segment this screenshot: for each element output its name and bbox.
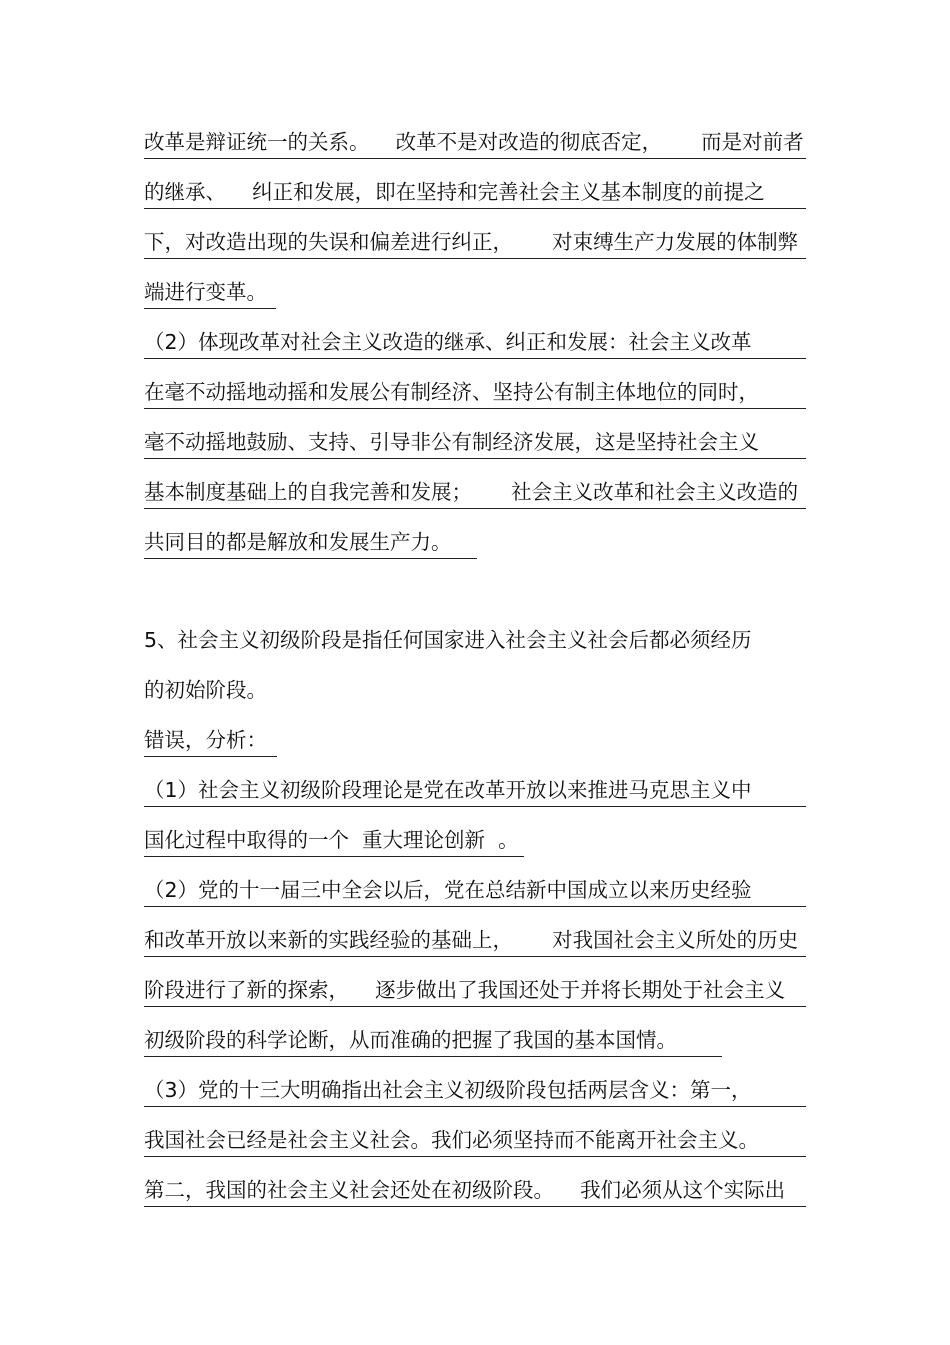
text-line-4: 端进行变革。 (144, 276, 276, 309)
text-line-9: 共同目的都是解放和发展生产力。 (144, 526, 477, 559)
text-line-14: 国化过程中取得的一个 重大理论创新 。 (144, 824, 524, 857)
text-line-17: 阶段进行了新的探索， 逐步做出了我国还处于并将长期处于社会主义 (144, 974, 806, 1007)
text-line-7: 毫不动摇地鼓励、支持、引导非公有制经济发展，这是坚持社会主义 (144, 426, 806, 459)
text-line-15: （2）党的十一届三中全会以后，党在总结新中国成立以来历史经验 (144, 874, 806, 907)
text-line-20: 我国社会已经是社会主义社会。我们必须坚持而不能离开社会主义。 (144, 1124, 806, 1157)
text-line-19: （3）党的十三大明确指出社会主义初级阶段包括两层含义：第一， (144, 1074, 806, 1107)
text-line-18: 初级阶段的科学论断，从而准确的把握了我国的基本国情。 (144, 1024, 722, 1057)
text-line-3: 下，对改造出现的失误和偏差进行纠正， 对束缚生产力发展的体制弊 (144, 226, 806, 259)
text-line-5: （2）体现改革对社会主义改造的继承、纠正和发展：社会主义改革 (144, 326, 806, 359)
text-line-13: （1）社会主义初级阶段理论是党在改革开放以来推进马克思主义中 (144, 774, 806, 807)
text-line-6: 在毫不动摇地动摇和发展公有制经济、坚持公有制主体地位的同时， (144, 376, 806, 409)
text-line-8: 基本制度基础上的自我完善和发展； 社会主义改革和社会主义改造的 (144, 476, 806, 509)
question-5-line-1: 5、社会主义初级阶段是指任何国家进入社会主义社会后都必须经历 (144, 628, 752, 652)
text-line-1: 改革是辩证统一的关系。 改革不是对改造的彻底否定， 而是对前者 (144, 126, 806, 159)
text-line-2: 的继承、 纠正和发展，即在坚持和完善社会主义基本制度的前提之 (144, 176, 806, 209)
text-line-21: 第二，我国的社会主义社会还处在初级阶段。 我们必须从这个实际出 (144, 1174, 806, 1207)
question-5-line-2: 的初始阶段。 (144, 678, 267, 702)
answer-verdict: 错误，分析： (144, 724, 277, 757)
text-line-16: 和改革开放以来新的实践经验的基础上， 对我国社会主义所处的历史 (144, 924, 806, 957)
